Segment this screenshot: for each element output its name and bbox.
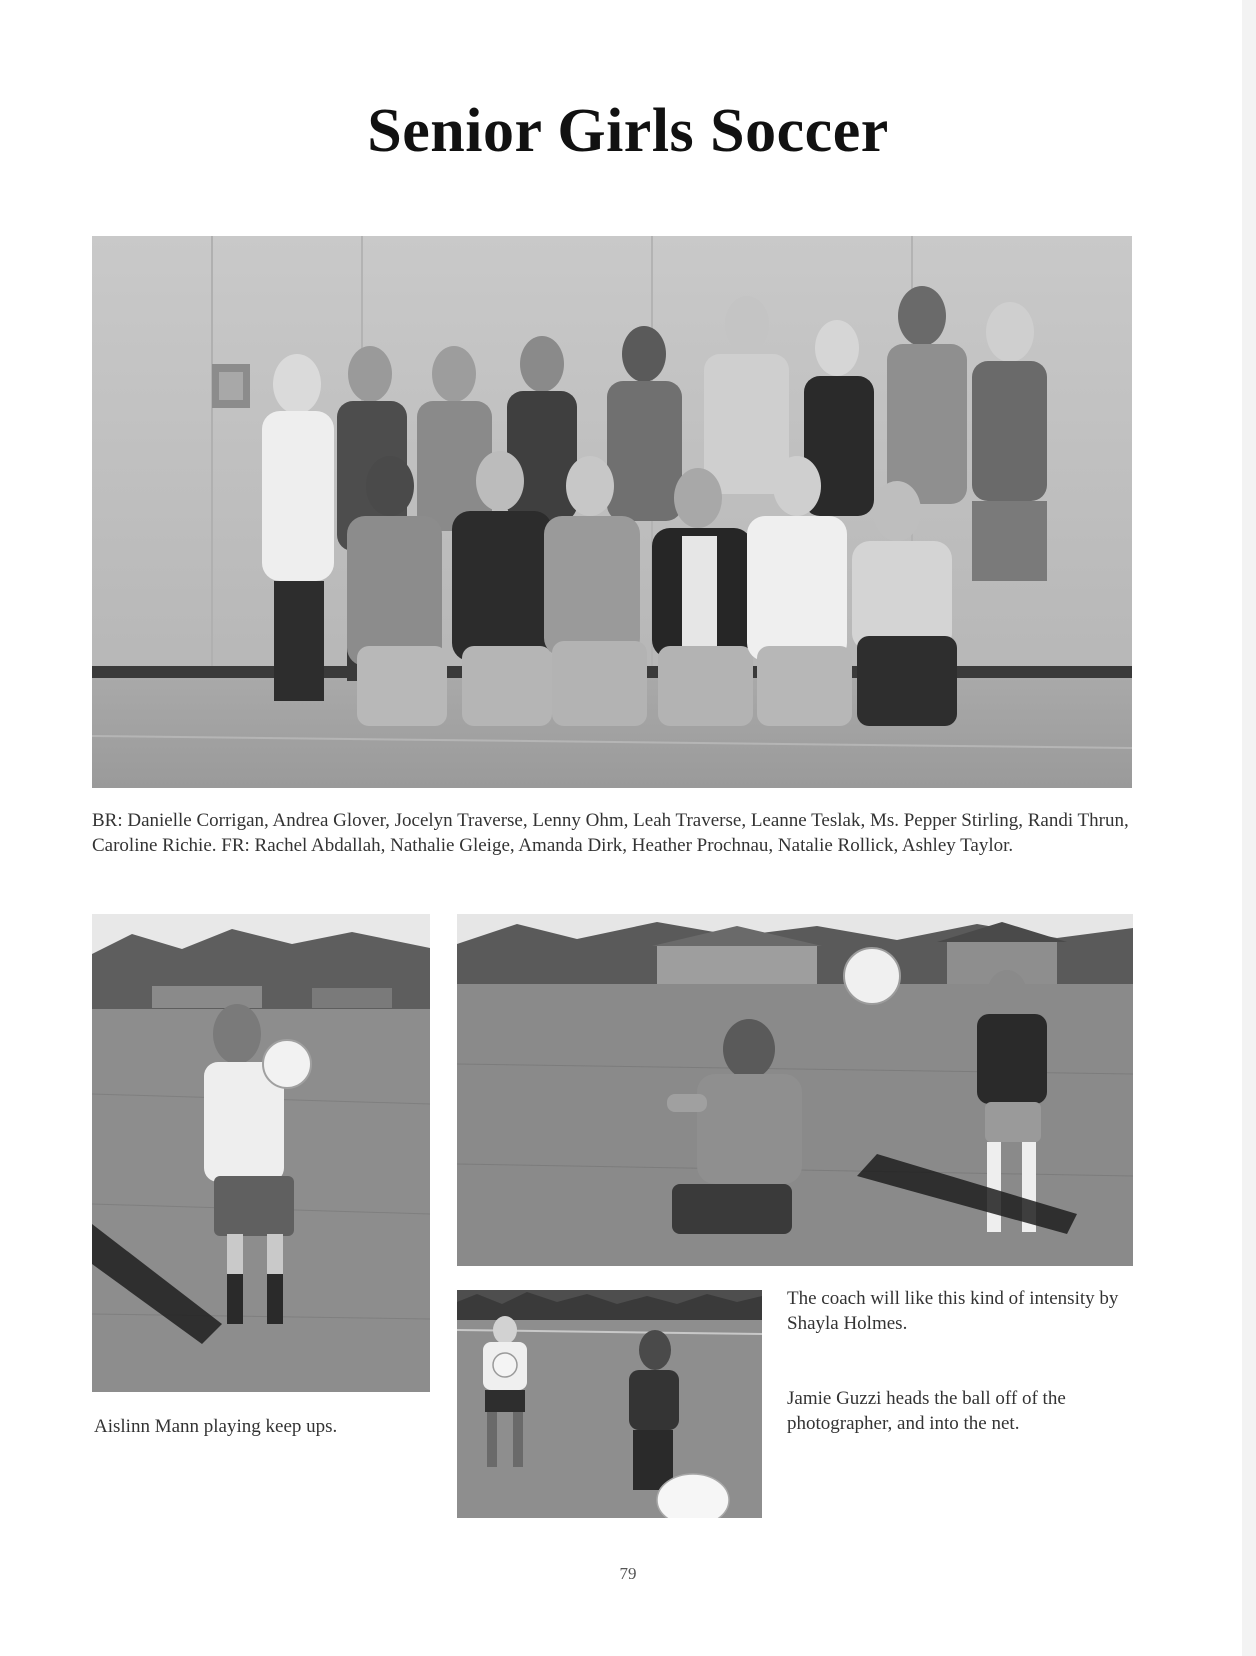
intensity-photo-caption: The coach will like this kind of intensity by Shayla Holmes. bbox=[787, 1288, 1119, 1334]
page-title: Senior Girls Soccer bbox=[367, 97, 889, 165]
page-number: 79 bbox=[619, 1564, 637, 1583]
header-photo bbox=[457, 1290, 762, 1518]
header-photo-image bbox=[457, 1290, 762, 1518]
keepups-photo-image bbox=[92, 914, 430, 1392]
intensity-photo bbox=[457, 914, 1133, 1266]
team-photo bbox=[92, 236, 1132, 788]
keepups-photo bbox=[92, 914, 430, 1392]
keepups-photo-caption: Aislinn Mann playing keep ups. bbox=[94, 1416, 338, 1437]
team-photo-image bbox=[92, 236, 1132, 788]
team-photo-caption: BR: Danielle Corrigan, Andrea Glover, Jocelyn Traverse, Lenny Ohm, Leah Traverse, Leanne Teslak, Ms. Pepper Stirling, Randi Thrun, Caroline Richie. FR: Rachel Abdallah, Nathalie Gleige, Amanda Dirk, Heather Prochnau, Natalie Rollick, Ashley Taylor. bbox=[92, 810, 1129, 856]
page-edge bbox=[1242, 0, 1256, 1656]
header-photo-caption: Jamie Guzzi heads the ball off of the photographer, and into the net. bbox=[787, 1388, 1066, 1434]
intensity-photo-image bbox=[457, 914, 1133, 1266]
